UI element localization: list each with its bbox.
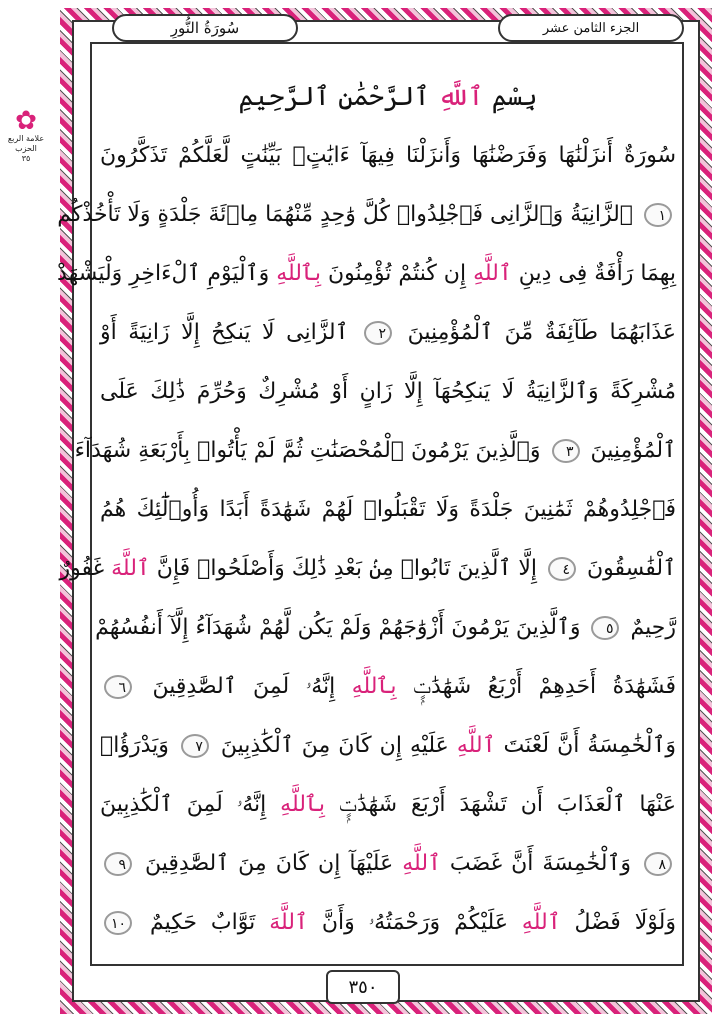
- text-line: [74, 421, 676, 480]
- verse-text: فَشَهَٰدَةُ أَحَدِهِمْ أَرْبَعُ شَهَٰدَٰتٍۭ: [412, 674, 676, 699]
- verse-text: بِهِمَا رَأْفَةٌ فِى دِينِ: [518, 261, 676, 286]
- verse-text: وَٱلَّذِينَ يَرْمُونَ أَزْوَٰجَهُمْ وَلَمْ يَكُن لَّهُمْ شُهَدَآءُ إِلَّآ أَنفُسُهُمْ: [95, 615, 581, 640]
- text-line: [100, 126, 676, 185]
- verse-text: غَفُورٌ: [59, 556, 105, 581]
- bismillah-bism: بِسْمِ: [491, 82, 538, 112]
- bismillah-rahman: ٱلرَّحْمَٰنِ ٱلرَّحِيمِ: [238, 82, 430, 112]
- ayah-number-marker: ٦: [104, 675, 132, 699]
- verse-text: عَنْهَا ٱلْعَذَابَ أَن تَشْهَدَ أَرْبَعَ شَهَٰدَٰتٍۭ: [338, 792, 676, 817]
- text-line: [100, 775, 676, 834]
- bismillah-allah: ٱللَّهِ: [437, 82, 484, 112]
- juz-name-header: [498, 14, 684, 42]
- verse-text: ٱلْفَٰسِقُونَ: [587, 556, 676, 581]
- hizb-text: الحزب: [15, 144, 37, 153]
- ayah-number-marker: ٥: [591, 616, 619, 640]
- verse-text: إِنَّهُۥ لَمِنَ ٱلصَّٰدِقِينَ: [152, 674, 336, 699]
- ayah-number-marker: ٣: [552, 439, 580, 463]
- rosette-icon: ✿: [15, 106, 37, 136]
- verse-text: عَلَيْهَآ إِن كَانَ مِنَ ٱلصَّٰدِقِينَ: [145, 851, 394, 876]
- verse-text: عَذَابَهُمَا طَآئِفَةٌ مِّنَ ٱلْمُؤْمِنِينَ: [407, 320, 676, 345]
- divine-name: ٱللَّهَ: [111, 556, 150, 581]
- verse-text: عَلَيْهِ إِن كَانَ مِنَ ٱلْكَٰذِبِينَ: [220, 733, 449, 758]
- ayah-number-marker: ١٠: [104, 911, 132, 935]
- verse-text: إِنَّهُۥ لَمِنَ ٱلْكَٰذِبِينَ: [100, 792, 267, 817]
- text-line: [57, 185, 676, 244]
- quran-text: [57, 126, 676, 952]
- verse-text: وَٱلْيَوْمِ ٱلْءَاخِرِ وَلْيَشْهَدْ: [57, 261, 270, 286]
- verse-text: إِن كُنتُمْ تُؤْمِنُونَ: [328, 261, 467, 286]
- text-line: [100, 480, 676, 539]
- verse-text: مُشْرِكَةً وَٱلزَّانِيَةُ لَا يَنكِحُهَآ إِلَّا زَانٍ أَوْ مُشْرِكٌ وَحُرِّمَ ذَٰلِكَ عَلَى: [100, 379, 676, 404]
- text-line: [100, 303, 676, 362]
- divine-name: بِٱللَّهِ: [351, 674, 397, 699]
- divine-name: ٱللَّهِ: [473, 261, 512, 286]
- page-number-box: [326, 970, 400, 1004]
- text-line: [100, 657, 676, 716]
- bismillah: [100, 82, 676, 112]
- ayah-number-marker: ١: [644, 203, 672, 227]
- text-line: [57, 244, 676, 303]
- surah-name-header: [112, 14, 298, 42]
- verse-text: إِلَّا ٱلَّذِينَ تَابُوا۟ مِنۢ بَعْدِ ذَٰلِكَ وَأَصْلَحُوا۟ فَإِنَّ: [156, 556, 537, 581]
- juz-name: الجزء الثامن عشر: [542, 20, 640, 36]
- hizb-number: ٣٥: [21, 154, 31, 163]
- text-line: [100, 362, 676, 421]
- page-number: ٣٥٠: [348, 976, 378, 998]
- ayah-number-marker: ٩: [104, 852, 132, 876]
- verse-text: وَلَوْلَا فَضْلُ: [574, 910, 676, 935]
- text-line: [100, 893, 676, 952]
- verse-text: عَلَيْكُمْ وَرَحْمَتُهُۥ وَأَنَّ: [321, 910, 508, 935]
- verse-text: تَوَّابٌ حَكِيمٌ: [149, 910, 256, 935]
- verse-text: فَٱجْلِدُوهُمْ ثَمَٰنِينَ جَلْدَةً وَلَا تَقْبَلُوا۟ لَهُمْ شَهَٰدَةً أَبَدًا وَأُو۟لَٰٓئِكَ هُمُ: [100, 497, 676, 522]
- divine-name: ٱللَّهِ: [521, 910, 561, 935]
- hizb-label: علامة الربع: [7, 134, 45, 143]
- text-line: [59, 539, 676, 598]
- ayah-number-marker: ٧: [181, 734, 209, 758]
- verse-text: ٱلزَّانِيَةُ وَٱلزَّانِى فَٱجْلِدُوا۟ كُلَّ وَٰحِدٍ مِّنْهُمَا مِا۟ئَةَ جَلْدَةٍ وَلَا تَأْخُذْكُم: [57, 202, 633, 227]
- hizb-marker: [4, 108, 48, 172]
- text-line: [100, 834, 676, 893]
- verse-text: وَٱلْخَٰمِسَةَ أَنَّ غَضَبَ: [449, 851, 631, 876]
- text-line: [100, 716, 676, 775]
- divine-name: ٱللَّهَ: [269, 910, 308, 935]
- text-line: [95, 598, 676, 657]
- verse-text: سُورَةٌ أَنزَلْنَٰهَا وَفَرَضْنَٰهَا وَأَنزَلْنَا فِيهَآ ءَايَٰتٍۭ بَيِّنَٰتٍ لَّعَلَّكُمْ تَذَكَّرُونَ: [100, 143, 676, 168]
- ayah-number-marker: ٤: [548, 557, 576, 581]
- verse-text: رَّحِيمٌ: [630, 615, 676, 640]
- verse-text: ٱلزَّانِى لَا يَنكِحُ إِلَّا زَانِيَةً أَوْ: [100, 320, 349, 345]
- ayah-number-marker: ٨: [644, 852, 672, 876]
- divine-name: بِٱللَّهِ: [280, 792, 325, 817]
- verse-text: وَٱلْخَٰمِسَةُ أَنَّ لَعْنَتَ: [503, 733, 676, 758]
- divine-name: بِٱللَّهِ: [276, 261, 321, 286]
- surah-name: سُورَةُ النُّورِ: [170, 19, 240, 37]
- verse-text: ٱلْمُؤْمِنِينَ: [590, 438, 676, 463]
- divine-name: ٱللَّهِ: [402, 851, 441, 876]
- divine-name: ٱللَّهِ: [456, 733, 496, 758]
- ayah-number-marker: ٢: [364, 321, 392, 345]
- verse-text: وَيَدْرَؤُا۟: [100, 733, 169, 758]
- verse-text: وَٱلَّذِينَ يَرْمُونَ ٱلْمُحْصَنَٰتِ ثُمَّ لَمْ يَأْتُوا۟ بِأَرْبَعَةِ شُهَدَآءَ: [74, 438, 541, 463]
